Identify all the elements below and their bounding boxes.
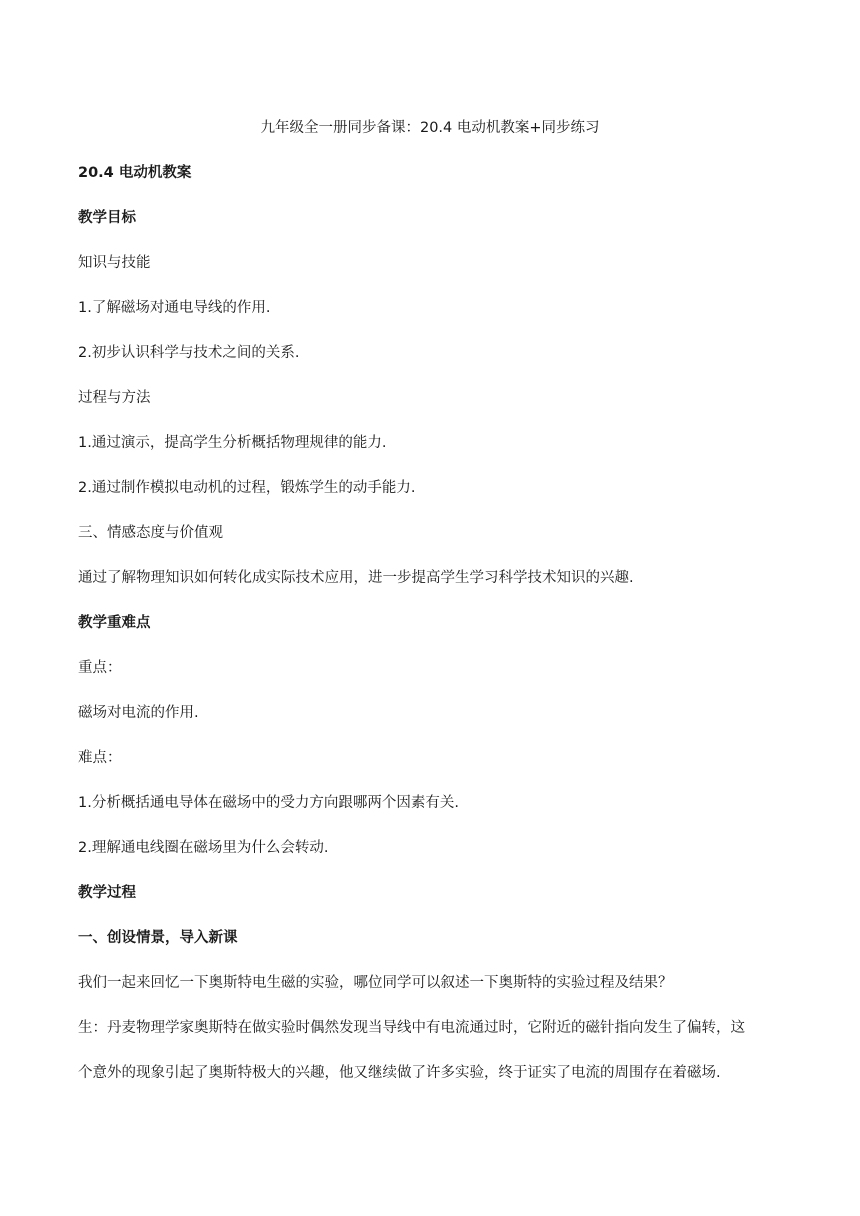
- paragraph-difficulty-2: 2.理解通电线圈在磁场里为什么会转动.: [78, 840, 329, 856]
- paragraph-intro-question: 我们一起来回忆一下奥斯特电生磁的实验，哪位同学可以叙述一下奥斯特的实验过程及结果？: [78, 975, 673, 991]
- section-heading-key-points: 教学重难点: [78, 615, 151, 631]
- paragraph-attitude-text: 通过了解物理知识如何转化成实际技术应用，进一步提高学生学习科学技术知识的兴趣.: [78, 570, 634, 586]
- paragraph-knowledge-skills: 知识与技能: [78, 255, 151, 271]
- paragraph-objective-1: 1.了解磁场对通电导线的作用.: [78, 300, 271, 316]
- section-heading-objectives: 教学目标: [78, 210, 136, 226]
- paragraph-student-answer-2: 个意外的现象引起了奥斯特极大的兴趣，他又继续做了许多实验，终于证实了电流的周围存在着磁场.: [78, 1065, 721, 1081]
- document-title: 九年级全一册同步备课：20.4 电动机教案+同步练习: [260, 120, 600, 136]
- paragraph-objective-2: 2.初步认识科学与技术之间的关系.: [78, 345, 300, 361]
- section-heading-lesson-plan: 20.4 电动机教案: [78, 165, 192, 181]
- paragraph-difficulty-label: 难点：: [78, 750, 122, 766]
- paragraph-key-text: 磁场对电流的作用.: [78, 705, 199, 721]
- section-heading-intro: 一、创设情景，导入新课: [78, 930, 238, 946]
- paragraph-process-2: 2.通过制作模拟电动机的过程，锻炼学生的动手能力.: [78, 480, 416, 496]
- paragraph-student-answer-1: 生：丹麦物理学家奥斯特在做实验时偶然发现当导线中有电流通过时，它附近的磁针指向发生了偏转，这: [78, 1020, 745, 1036]
- paragraph-attitude-heading: 三、情感态度与价值观: [78, 525, 223, 541]
- paragraph-difficulty-1: 1.分析概括通电导体在磁场中的受力方向跟哪两个因素有关.: [78, 795, 459, 811]
- paragraph-key-label: 重点：: [78, 660, 122, 676]
- paragraph-process-1: 1.通过演示，提高学生分析概括物理规律的能力.: [78, 435, 387, 451]
- section-heading-process: 教学过程: [78, 885, 136, 901]
- paragraph-process-method: 过程与方法: [78, 390, 151, 406]
